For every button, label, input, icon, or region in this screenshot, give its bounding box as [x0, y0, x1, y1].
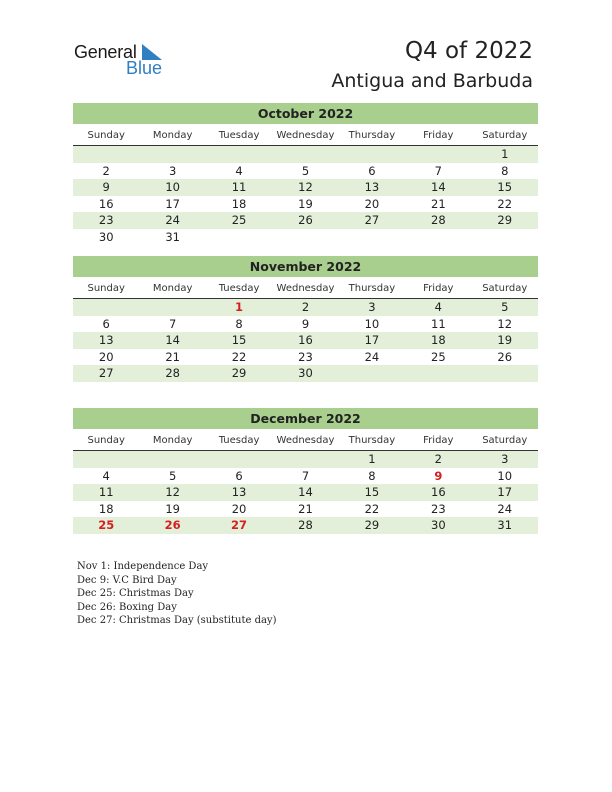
- weekday-label: Wednesday: [276, 130, 335, 141]
- weekday-label: Monday: [152, 283, 193, 294]
- day-cell: 27: [364, 213, 380, 227]
- day-cell: 13: [364, 180, 380, 194]
- month-october: [73, 103, 538, 245]
- day-cell: 23: [298, 349, 313, 364]
- day-cell: 14: [165, 333, 180, 347]
- empty-day-cell: [272, 146, 338, 163]
- weekday-label: Friday: [423, 130, 454, 141]
- empty-day-cell: [139, 146, 205, 163]
- day-cell: 3: [501, 452, 509, 466]
- day-cell: 18: [431, 333, 446, 347]
- week-row: [73, 146, 538, 163]
- day-cell: 31: [165, 229, 180, 244]
- day-cell: 18: [231, 196, 247, 211]
- day-cell: 28: [298, 518, 313, 532]
- day-cell: 1: [235, 300, 244, 314]
- week-row: [73, 501, 538, 518]
- empty-day-cell: [206, 451, 272, 468]
- empty-day-cell: [339, 146, 405, 163]
- day-cell: 29: [364, 518, 380, 532]
- day-cell: 9: [102, 180, 110, 194]
- day-cell: 19: [298, 196, 313, 211]
- empty-day-cell: [139, 451, 205, 468]
- day-cell: 16: [298, 333, 313, 347]
- day-cell: 26: [164, 518, 181, 532]
- day-cell: 4: [235, 163, 243, 178]
- day-cell: 17: [497, 485, 513, 499]
- weekday-label: Thursday: [348, 283, 396, 294]
- day-cell: 4: [434, 300, 442, 314]
- day-cell: 7: [434, 163, 442, 178]
- day-cell: 11: [231, 180, 247, 194]
- day-cell: 19: [497, 333, 513, 347]
- holiday-note: Dec 9: V.C Bird Day: [77, 574, 177, 586]
- empty-day-cell: [405, 146, 471, 163]
- day-cell: 24: [497, 501, 513, 516]
- day-cell: 9: [434, 468, 443, 483]
- empty-day-cell: [472, 229, 538, 246]
- day-cell: 28: [165, 366, 180, 380]
- weekday-label: Saturday: [482, 435, 528, 446]
- weekday-label: Sunday: [87, 130, 125, 141]
- day-cell: 30: [431, 518, 446, 532]
- day-cell: 14: [431, 180, 446, 194]
- day-cell: 4: [102, 468, 110, 483]
- day-cell: 29: [497, 213, 513, 227]
- day-cell: 15: [231, 333, 247, 347]
- day-cell: 25: [98, 518, 115, 532]
- empty-day-cell: [73, 146, 139, 163]
- day-cell: 21: [431, 196, 446, 211]
- day-cell: 30: [98, 229, 114, 244]
- empty-day-cell: [339, 229, 405, 246]
- day-cell: 27: [98, 366, 114, 380]
- day-cell: 13: [231, 485, 247, 499]
- day-cell: 15: [364, 485, 380, 499]
- week-row: [73, 332, 538, 349]
- day-cell: 13: [98, 333, 114, 347]
- day-cell: 17: [364, 333, 380, 347]
- day-cell: 10: [497, 468, 513, 483]
- holiday-notes: [77, 560, 276, 628]
- day-cell: 15: [497, 180, 513, 194]
- week-row: [73, 517, 538, 534]
- day-cell: 17: [165, 196, 180, 211]
- logo-general-text: General: [74, 42, 137, 62]
- weekday-label: Wednesday: [276, 283, 335, 294]
- day-cell: 8: [235, 316, 243, 331]
- day-cell: 29: [231, 366, 247, 380]
- day-cell: 2: [434, 452, 442, 466]
- day-cell: 22: [231, 349, 247, 364]
- day-cell: 21: [298, 501, 313, 516]
- holiday-note: Dec 25: Christmas Day: [77, 588, 194, 599]
- month-title: October 2022: [73, 103, 538, 124]
- empty-day-cell: [139, 299, 205, 316]
- weekday-label: Tuesday: [218, 130, 260, 141]
- week-row: [73, 179, 538, 196]
- day-cell: 12: [165, 485, 180, 499]
- day-cell: 23: [431, 501, 446, 516]
- month-november: [73, 256, 538, 382]
- day-cell: 5: [501, 300, 509, 314]
- empty-day-cell: [405, 365, 471, 382]
- day-cell: 12: [497, 316, 513, 331]
- empty-day-cell: [206, 229, 272, 246]
- day-cell: 5: [301, 163, 310, 178]
- weekday-label: Thursday: [348, 130, 396, 141]
- day-cell: 7: [168, 316, 177, 331]
- day-cell: 22: [364, 501, 380, 516]
- day-cell: 20: [364, 196, 380, 211]
- day-cell: 20: [98, 349, 114, 364]
- day-cell: 21: [165, 349, 180, 364]
- day-cell: 2: [301, 300, 310, 314]
- weekday-label: Friday: [423, 435, 454, 446]
- weekday-label: Sunday: [87, 435, 125, 446]
- week-row: [73, 229, 538, 246]
- weekday-header-row: [73, 127, 538, 146]
- day-cell: 5: [168, 468, 177, 483]
- empty-day-cell: [472, 365, 538, 382]
- day-cell: 10: [364, 316, 380, 331]
- empty-day-cell: [405, 229, 471, 246]
- week-row: [73, 349, 538, 366]
- week-row: [73, 365, 538, 382]
- day-cell: 25: [231, 213, 247, 227]
- weekday-label: Tuesday: [218, 435, 260, 446]
- holiday-note: Dec 27: Christmas Day (substitute day): [77, 615, 277, 626]
- day-cell: 30: [298, 366, 313, 380]
- day-cell: 24: [165, 213, 180, 227]
- weekday-label: Tuesday: [218, 283, 260, 294]
- weekday-label: Saturday: [482, 283, 528, 294]
- weekday-label: Sunday: [87, 283, 125, 294]
- weekday-label: Monday: [152, 435, 193, 446]
- day-cell: 28: [431, 213, 446, 227]
- day-cell: 19: [165, 501, 180, 516]
- week-row: [73, 468, 538, 485]
- empty-day-cell: [272, 451, 338, 468]
- empty-day-cell: [272, 229, 338, 246]
- week-row: [73, 212, 538, 229]
- day-cell: 8: [368, 468, 376, 483]
- month-title: December 2022: [73, 408, 538, 429]
- day-cell: 24: [364, 349, 380, 364]
- day-cell: 14: [298, 485, 313, 499]
- month-title: November 2022: [73, 256, 538, 277]
- day-cell: 1: [501, 147, 509, 161]
- weekday-label: Saturday: [482, 130, 528, 141]
- weekday-header-row: [73, 432, 538, 451]
- weekday-header-row: [73, 280, 538, 299]
- day-cell: 10: [165, 180, 180, 194]
- empty-day-cell: [73, 451, 139, 468]
- empty-day-cell: [206, 146, 272, 163]
- day-cell: 11: [431, 316, 446, 331]
- day-cell: 6: [102, 316, 110, 331]
- logo-blue-text: Blue: [126, 58, 163, 78]
- page-subtitle: Antigua and Barbuda: [331, 70, 533, 92]
- day-cell: 31: [497, 518, 513, 532]
- day-cell: 9: [301, 316, 310, 331]
- day-cell: 25: [431, 349, 446, 364]
- day-cell: 2: [102, 163, 110, 178]
- weekday-label: Wednesday: [276, 435, 335, 446]
- week-row: [73, 196, 538, 213]
- day-cell: 12: [298, 180, 313, 194]
- week-row: [73, 316, 538, 333]
- week-row: [73, 163, 538, 180]
- page-title: Q4 of 2022: [404, 38, 533, 64]
- day-cell: 27: [231, 518, 248, 532]
- day-cell: 7: [301, 468, 310, 483]
- day-cell: 26: [497, 349, 513, 364]
- day-cell: 11: [98, 485, 114, 499]
- day-cell: 16: [98, 196, 114, 211]
- weekday-label: Friday: [423, 283, 454, 294]
- empty-day-cell: [73, 299, 139, 316]
- weekday-label: Thursday: [348, 435, 396, 446]
- month-december: [73, 408, 538, 534]
- day-cell: 3: [168, 163, 177, 178]
- holiday-note: Dec 26: Boxing Day: [77, 601, 177, 613]
- holiday-note: Nov 1: Independence Day: [77, 561, 209, 572]
- weekday-label: Monday: [152, 130, 193, 141]
- day-cell: 20: [231, 501, 247, 516]
- day-cell: 26: [298, 213, 313, 227]
- day-cell: 1: [368, 452, 376, 466]
- day-cell: 6: [235, 468, 243, 483]
- day-cell: 16: [431, 485, 446, 499]
- week-row: [73, 299, 538, 316]
- generalblue-logo: [74, 42, 174, 78]
- day-cell: 18: [98, 501, 114, 516]
- day-cell: 6: [368, 163, 376, 178]
- day-cell: 23: [98, 213, 114, 227]
- empty-day-cell: [339, 365, 405, 382]
- day-cell: 3: [368, 300, 376, 314]
- day-cell: 22: [497, 196, 513, 211]
- day-cell: 8: [501, 163, 509, 178]
- week-row: [73, 484, 538, 501]
- week-row: [73, 451, 538, 468]
